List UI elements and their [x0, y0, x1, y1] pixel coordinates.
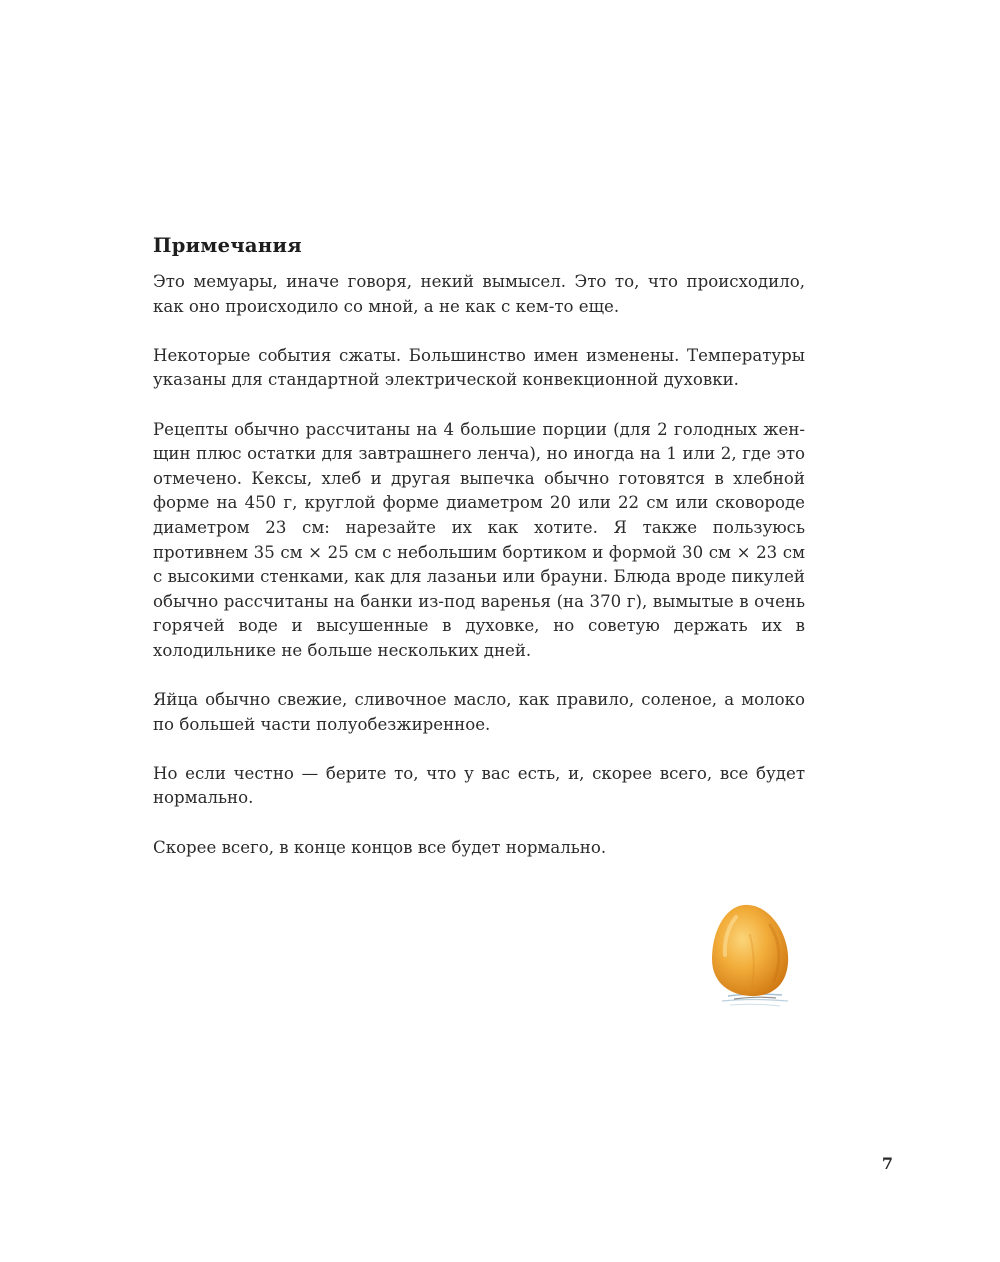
paragraph-honestly: Но если честно — берите то, что у вас есть, и, скорее всего, все будет нормально.: [153, 763, 805, 808]
egg-illustration: [700, 895, 800, 1025]
paragraph-memoir: Это мемуары, иначе говоря, некий вымысел. Это то, что происходило, как оно происходило со мной, а не как с кем-то еще.: [153, 272, 805, 316]
paragraph-events: Некоторые события сжаты. Большинство имен изменены. Температуры указаны для стандартной электрической конвекционной духовки.: [153, 345, 805, 390]
section-heading: Примечания: [153, 234, 302, 257]
page-number: 7: [881, 1154, 893, 1173]
notes-section: [153, 232, 805, 860]
egg-icon: [700, 895, 800, 1025]
paragraph-conclusion: Скорее всего, в конце концов все будет нормально.: [153, 837, 607, 857]
paragraph-recipes: Рецепты обычно рассчитаны на 4 большие порции (для 2 голодных женщин плюс остатки для завтрашнего ленча), но иногда на 1 или 2, где это отмечено. Кексы, хлеб и другая выпечка обычно готовятся в хлебной форме на 450 г, круглой форме диаметром 20 или 22 см или сковороде диаметром 23 см: нарезайте их как хотите. Я также пользуюсь противнем 35 см × 25 см с небольшим бортиком и формой 30 см × 23 см с высокими стенками, как для лазаньи или брауни. Блюда вроде пикулей обычно рассчитаны на банки из-под варенья (на 370 г), вымытые в очень горячей воде и высушенные в духовке, но советую держать их в холодильнике не больше нескольких дней.: [153, 419, 805, 660]
paragraph-ingredients: Яйца обычно свежие, сливочное масло, как правило, соленое, а молоко по большей части полуобезжиренное.: [153, 690, 805, 734]
